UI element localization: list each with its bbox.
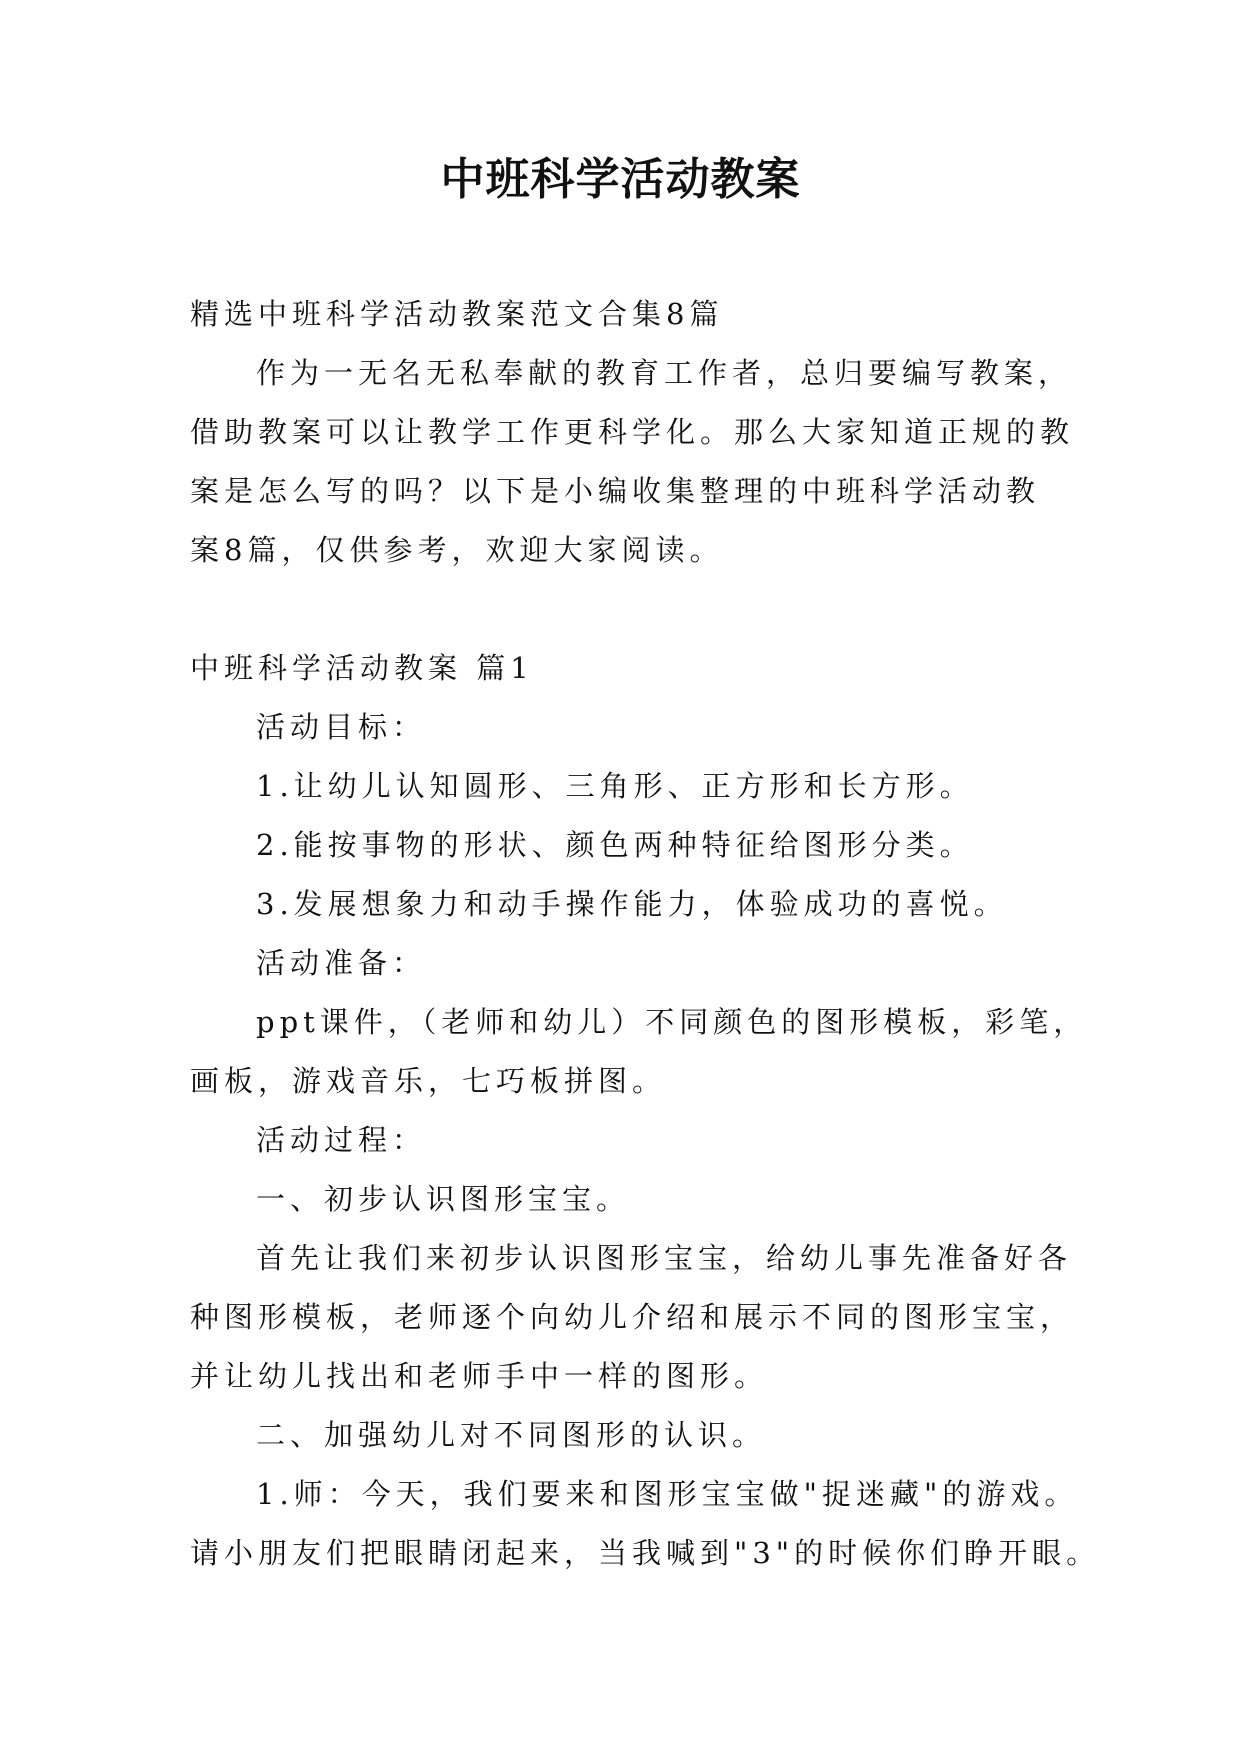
subtitle-line: 精选中班科学活动教案范文合集8篇 bbox=[190, 297, 724, 331]
goal-item-3: 3.发展想象力和动手操作能力，体验成功的喜悦。 bbox=[256, 887, 1008, 921]
intro-line-3: 案是怎么写的吗？以下是小编收集整理的中班科学活动教 bbox=[190, 474, 1041, 508]
step2-line-1: 1.师：今天，我们要来和图形宝宝做"捉迷藏"的游戏。 bbox=[256, 1477, 1079, 1511]
prep-line-1: ppt课件，（老师和幼儿）不同颜色的图形模板，彩笔， bbox=[256, 1005, 1088, 1039]
step1-line-3: 并让幼儿找出和老师手中一样的图形。 bbox=[190, 1359, 769, 1393]
section-heading: 中班科学活动教案 篇1 bbox=[190, 651, 534, 685]
document-title: 中班科学活动教案 bbox=[440, 154, 801, 205]
step2-line-2: 请小朋友们把眼睛闭起来，当我喊到"3"的时候你们睁开眼。 bbox=[190, 1536, 1101, 1570]
paragraph-gap bbox=[190, 580, 1070, 639]
goal-item-2: 2.能按事物的形状、颜色两种特征给图形分类。 bbox=[256, 828, 974, 862]
document-body bbox=[190, 285, 1101, 1583]
goals-label: 活动目标： bbox=[256, 710, 427, 744]
step1-title: 一、初步认识图形宝宝。 bbox=[256, 1182, 631, 1216]
process-label: 活动过程： bbox=[256, 1123, 427, 1157]
goal-item-1: 1.让幼儿认知圆形、三角形、正方形和长方形。 bbox=[256, 769, 974, 803]
step1-line-1: 首先让我们来初步认识图形宝宝，给幼儿事先准备好各 bbox=[256, 1241, 1073, 1275]
step2-title: 二、加强幼儿对不同图形的认识。 bbox=[256, 1418, 767, 1452]
prep-line-2: 画板，游戏音乐，七巧板拼图。 bbox=[190, 1064, 667, 1098]
intro-line-4: 案8篇，仅供参考，欢迎大家阅读。 bbox=[190, 533, 724, 567]
step1-line-2: 种图形模板，老师逐个向幼儿介绍和展示不同的图形宝宝， bbox=[190, 1300, 1075, 1334]
prep-label: 活动准备： bbox=[256, 946, 427, 980]
intro-line-1: 作为一无名无私奉献的教育工作者，总归要编写教案， bbox=[256, 356, 1073, 390]
intro-line-2: 借助教案可以让教学工作更科学化。那么大家知道正规的教 bbox=[190, 415, 1075, 449]
